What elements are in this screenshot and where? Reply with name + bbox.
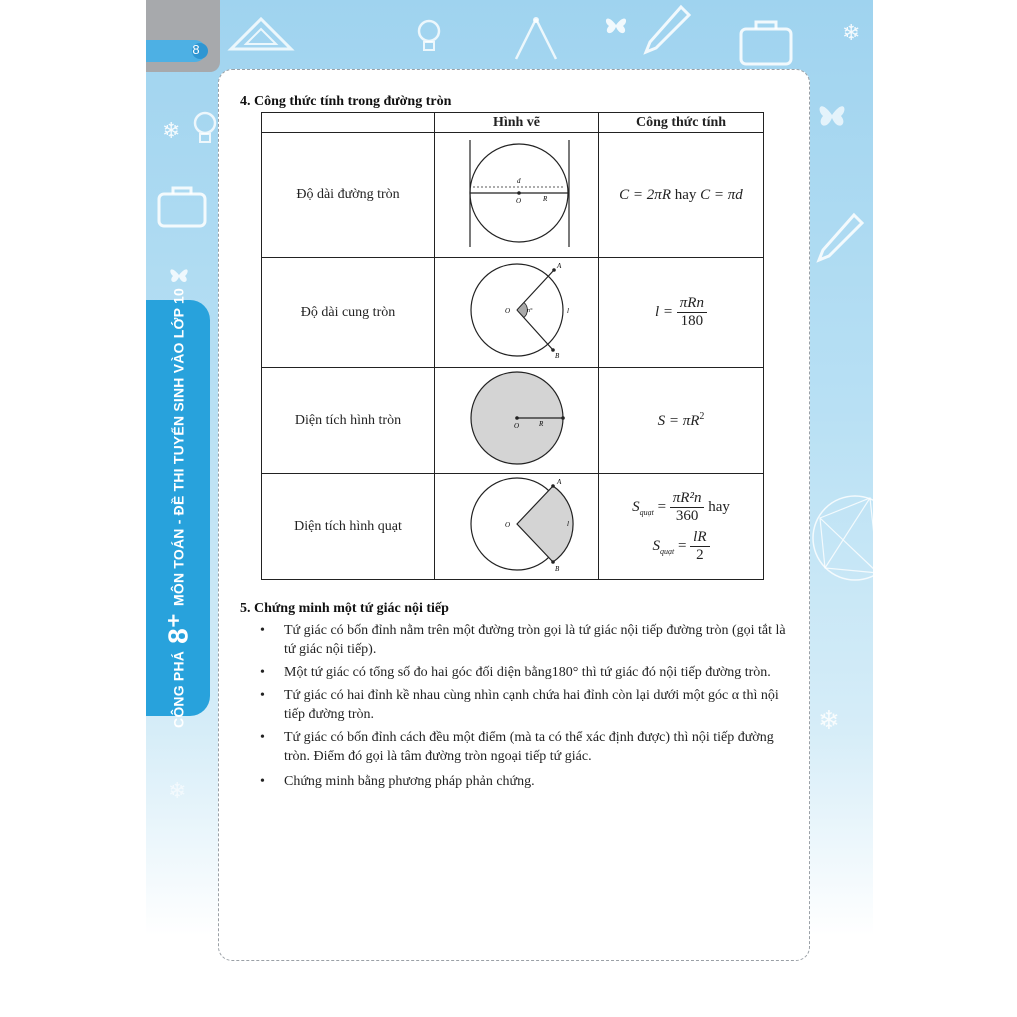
lightbulb-icon bbox=[190, 108, 220, 148]
label-o: O bbox=[513, 422, 519, 430]
label-d: d bbox=[516, 176, 520, 185]
bullet: • bbox=[260, 774, 265, 789]
row-name: Độ dài đường tròn bbox=[262, 133, 435, 258]
list-item bbox=[258, 772, 786, 791]
formula-cell bbox=[599, 474, 764, 580]
arc-numerator: πRn bbox=[677, 295, 707, 313]
figure-cell bbox=[435, 474, 599, 580]
formula-table bbox=[261, 112, 764, 580]
sector-formula-1 bbox=[599, 490, 763, 525]
formula-a: C = 2πR bbox=[619, 186, 671, 203]
sector-equals: = bbox=[677, 537, 687, 554]
label-l: l bbox=[566, 307, 569, 315]
geometry-sketch-icon bbox=[810, 478, 873, 598]
arc-lhs: l = bbox=[655, 303, 674, 320]
circle-area-exponent: 2 bbox=[699, 411, 705, 422]
header-figure: Hình vẽ bbox=[435, 113, 599, 133]
table-row bbox=[262, 258, 764, 368]
sector-s: S bbox=[632, 498, 640, 515]
sector-figure bbox=[457, 474, 577, 574]
proof-methods-list bbox=[258, 621, 786, 795]
sidebar-prefix: CÔNG PHÁ bbox=[170, 650, 187, 728]
snowflake-icon: ❄ bbox=[168, 778, 187, 803]
table-header-row bbox=[262, 113, 764, 133]
bullet: • bbox=[260, 688, 265, 703]
header-formula: Công thức tính bbox=[599, 113, 764, 133]
formula-cell bbox=[599, 133, 764, 258]
label-o: O bbox=[504, 521, 510, 529]
pencil-icon bbox=[814, 210, 864, 265]
arc-figure bbox=[457, 258, 577, 362]
label-o: O bbox=[504, 307, 510, 315]
figure-cell bbox=[435, 258, 599, 368]
butterfly-icon bbox=[601, 10, 631, 40]
label-b: B bbox=[554, 352, 559, 360]
label-o: O bbox=[515, 196, 521, 205]
list-item-text: Tứ giác có bốn đỉnh cách đều một điểm (mà ta có thể xác định được) thì nội tiếp đường tròn. Điểm đó gọi là tâm đường tròn ngoại tiếp tứ giác. bbox=[284, 730, 774, 764]
sector-denominator-2: 2 bbox=[696, 546, 704, 563]
list-item-text: Tứ giác có bốn đỉnh nằm trên một đường tròn gọi là tứ giác nội tiếp đường tròn (gọi tắt là tứ giác nội tiếp). bbox=[284, 623, 786, 657]
table-row bbox=[262, 133, 764, 258]
label-a: A bbox=[556, 262, 561, 270]
list-item bbox=[258, 663, 786, 682]
sidebar-suffix: MÔN TOÁN - ĐỀ THI TUYỂN SINH VÀO LỚP 10 bbox=[170, 288, 187, 606]
sector-numerator-1: πR²n bbox=[670, 490, 705, 508]
briefcase-icon bbox=[156, 182, 211, 232]
butterfly-icon bbox=[812, 90, 852, 140]
circle-area-formula: S = πR bbox=[657, 413, 700, 429]
arc-fraction bbox=[677, 295, 707, 330]
figure-cell bbox=[435, 368, 599, 474]
list-item bbox=[258, 686, 786, 724]
list-item bbox=[258, 621, 786, 659]
section-5-title: 5. Chứng minh một tứ giác nội tiếp bbox=[240, 601, 449, 616]
bullet: • bbox=[260, 730, 265, 745]
snowflake-icon: ❄ bbox=[818, 706, 840, 735]
formula-cell bbox=[599, 258, 764, 368]
sector-numerator-2: lR bbox=[690, 529, 709, 547]
sector-fraction-1 bbox=[670, 490, 705, 525]
page-number: 8 bbox=[192, 42, 200, 57]
row-name: Diện tích hình quạt bbox=[262, 474, 435, 580]
sector-subscript: quạt bbox=[659, 546, 675, 556]
sector-equals: = bbox=[657, 498, 667, 515]
section-4-title: 4. Công thức tính trong đường tròn bbox=[240, 94, 452, 109]
lightbulb-icon bbox=[414, 16, 444, 56]
arc-denominator: 180 bbox=[680, 313, 704, 329]
figure-cell bbox=[435, 133, 599, 258]
list-item-text: Tứ giác có hai đỉnh kề nhau cùng nhìn cạnh chứa hai đỉnh còn lại dưới một góc α thì nội tiếp đường tròn. bbox=[284, 688, 779, 722]
sidebar-title bbox=[162, 288, 195, 728]
bullet: • bbox=[260, 665, 265, 680]
formula-cell bbox=[599, 368, 764, 474]
pencil-icon bbox=[641, 2, 691, 57]
sector-s: S bbox=[652, 537, 660, 554]
label-a: A bbox=[556, 478, 561, 486]
row-name: Độ dài cung tròn bbox=[262, 258, 435, 368]
label-n: n° bbox=[526, 308, 532, 314]
bullet: • bbox=[260, 623, 265, 638]
table-row bbox=[262, 368, 764, 474]
connector-hay: hay bbox=[674, 186, 697, 203]
header-empty bbox=[262, 113, 435, 133]
label-r: R bbox=[542, 194, 547, 203]
sector-formula-2 bbox=[599, 529, 763, 564]
connector-hay: hay bbox=[708, 498, 730, 515]
list-item-text: Chứng minh bằng phương pháp phản chứng. bbox=[284, 774, 535, 789]
set-square-icon bbox=[226, 14, 296, 54]
butterfly-icon bbox=[166, 262, 192, 288]
row-name: Diện tích hình tròn bbox=[262, 368, 435, 474]
filled-circle-figure bbox=[457, 368, 577, 468]
table-row bbox=[262, 474, 764, 580]
compass-icon bbox=[506, 14, 566, 64]
sector-fraction-2 bbox=[690, 529, 709, 564]
briefcase-icon bbox=[736, 14, 796, 69]
label-b: B bbox=[554, 565, 559, 573]
snowflake-icon: ❄ bbox=[162, 118, 181, 143]
label-l: l bbox=[566, 520, 569, 528]
formula-b: C = πd bbox=[700, 186, 743, 203]
sector-denominator-1: 360 bbox=[675, 507, 699, 524]
snowflake-icon: ❄ bbox=[842, 20, 861, 45]
label-r: R bbox=[538, 420, 543, 428]
list-item-text: Một tứ giác có tổng số đo hai góc đối diện bằng180° thì tứ giác đó nội tiếp đường tròn. bbox=[284, 665, 771, 680]
list-item bbox=[258, 728, 786, 766]
sector-subscript: quạt bbox=[639, 507, 654, 517]
circle-diameter-figure bbox=[457, 134, 577, 252]
sidebar-highlight: 8⁺ bbox=[162, 613, 194, 644]
